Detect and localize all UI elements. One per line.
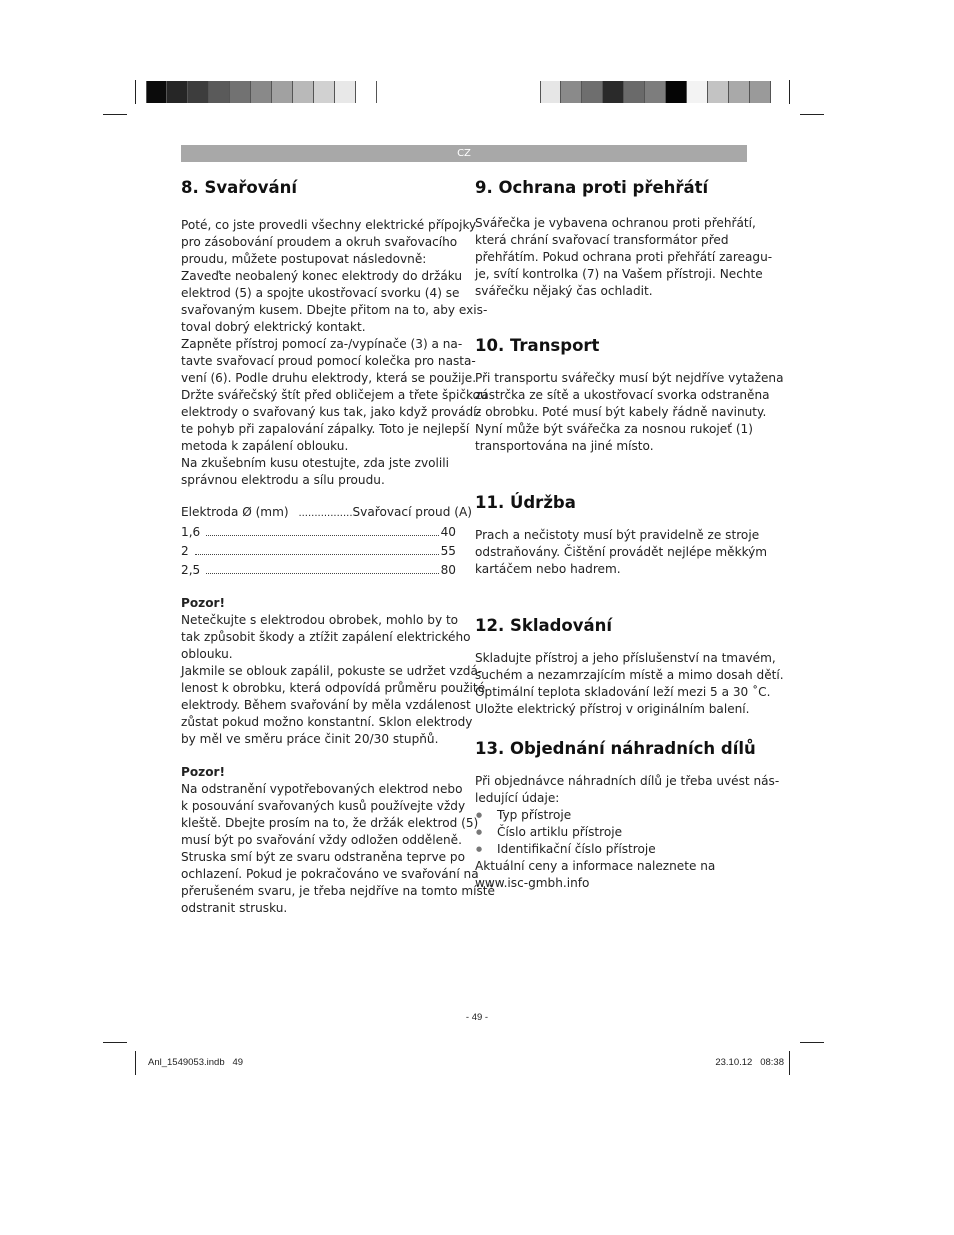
bullet-item: ● Typ přístroje (475, 807, 750, 824)
text-line: přehřátím. Pokud ochrana proti přehřátí zareagu- (475, 250, 773, 264)
table-row (181, 523, 456, 542)
color-swatch (230, 81, 251, 103)
text-line: ochlazení. Pokud je pokračováno ve svařování na (181, 867, 479, 881)
text-line: transportována na jiné místo. (475, 439, 654, 453)
table-row (181, 561, 456, 580)
text-line: Optimální teplota skladování leží mezi 5 a 30 ˚C. (475, 685, 771, 699)
color-swatch (293, 81, 314, 103)
text-line: Jakmile se oblouk zapálil, pokuste se udržet vzdá- (181, 664, 483, 678)
text-line: Struska smí být ze svaru odstraněna teprve po (181, 850, 465, 864)
text-line: oblouku. (181, 647, 233, 661)
text-line: svářečku nějaký čas ochladit. (475, 284, 653, 298)
text-line: Zaveďte neobalený konec elektrody do držáku (181, 269, 463, 283)
table-header-dots: ................. (298, 508, 353, 519)
text-line: Netečkujte s elektrodou obrobek, mohlo by to (181, 613, 459, 627)
text-line: Zapněte přístroj pomocí za-/vypínače (3) a na- (181, 337, 463, 351)
text-line: svařovaným kusem. Dbejte přitom na to, aby exis- (181, 303, 488, 317)
color-swatch (645, 81, 666, 103)
color-swatch (314, 81, 335, 103)
color-swatch (624, 81, 645, 103)
text-line: odstraňovány. Čištění provádět nejlépe měkkým (475, 545, 768, 559)
text-line: ledující údaje: (475, 791, 560, 805)
text-line: Prach a nečistoty musí být pravidelně ze stroje (475, 528, 760, 542)
color-swatch (540, 81, 561, 103)
text-line: Uložte elektrický přístroj v originálním balení. (475, 702, 750, 716)
text-line: kartáčem nebo hadrem. (475, 562, 621, 576)
text-line: Svářečka je vybavena ochranou proti přehřátí, (475, 216, 756, 230)
text-line: Poté, co jste provedli všechny elektrické přípojky (181, 218, 477, 232)
section-13-title: 13. Objednání náhradních dílů (475, 739, 756, 758)
welding-current: 80 (440, 563, 456, 577)
text-line: www.isc-gmbh.info (475, 876, 590, 890)
welding-current: 55 (440, 544, 456, 558)
color-swatch (209, 81, 230, 103)
warning-label: Pozor! (181, 596, 225, 610)
text-line: tak způsobit škody a ztížit zapálení elektrického (181, 630, 471, 644)
text-line: Aktuální ceny a informace naleznete na (475, 859, 716, 873)
text-line: kleště. Dbejte prosím na to, že držák elektrod (5) (181, 816, 479, 830)
dot-leader (195, 553, 439, 555)
crop-mark (800, 114, 824, 115)
table-row (181, 542, 456, 561)
text-line: Na zkušebním kusu otestujte, zda jste zvolili (181, 456, 449, 470)
color-bar-left (146, 81, 377, 103)
color-bar-right (540, 81, 771, 103)
color-swatch (603, 81, 624, 103)
text-line: te pohyb při zapalování zápalky. Toto je nejlepší (181, 422, 470, 436)
page-number: - 49 - (465, 1012, 489, 1023)
welding-current: 40 (440, 525, 456, 539)
text-line: přerušeném svaru, je třeba nejdříve na tomto místě (181, 884, 495, 898)
section-12-title: 12. Skladování (475, 616, 613, 635)
crop-mark (103, 1042, 127, 1043)
color-swatch (272, 81, 293, 103)
section-13-body (475, 773, 780, 892)
text-line: Na odstranění vypotřebovaných elektrod nebo (181, 782, 463, 796)
warning-label: Pozor! (181, 765, 225, 779)
color-swatch (666, 81, 687, 103)
section-10-body (475, 370, 784, 455)
section-9-body (475, 215, 773, 300)
text-line: Skladujte přístroj a jeho příslušenství na tmavém, (475, 651, 776, 665)
text-line: vení (6). Podle druhu elektrody, která se použije. (181, 371, 477, 385)
section-11-body (475, 527, 768, 578)
color-swatch (335, 81, 356, 103)
text-line: Nyní může být svářečka za nosnou rukojeť (1) (475, 422, 753, 436)
text-line: zůstat pokud možno konstantní. Sklon elektrody (181, 715, 473, 729)
table-header-diameter: Elektroda Ø (mm) (181, 505, 289, 519)
crop-mark (800, 1042, 824, 1043)
section-10-title: 10. Transport (475, 336, 600, 355)
section-10 (475, 336, 784, 455)
text-line: suchém a nezamrzajícím místě a mimo dosah dětí. (475, 668, 784, 682)
text-line: elektrod (5) a spojte ukostřovací svorku (4) se (181, 286, 460, 300)
section-13 (475, 739, 780, 892)
text-line: pro zásobování proudem a okruh svařovacího (181, 235, 458, 249)
text-line: k posouvání svařovaných kusů používejte vždy (181, 799, 466, 813)
bullet-item: ● Identifikační číslo přístroje (475, 841, 750, 858)
color-swatch (251, 81, 272, 103)
warning-block-1 (181, 595, 486, 748)
color-swatch (708, 81, 729, 103)
color-swatch (188, 81, 209, 103)
right-column (475, 178, 773, 300)
text-line: z obrobku. Poté musí být kabely řádně navinuty. (475, 405, 767, 419)
color-swatch (687, 81, 708, 103)
dot-leader (206, 572, 438, 574)
crop-mark (135, 80, 136, 104)
electrode-table (181, 504, 472, 580)
section-9-title: 9. Ochrana proti přehřátí (475, 178, 709, 197)
color-swatch (561, 81, 582, 103)
color-swatch (729, 81, 750, 103)
text-line: musí být po svařování vždy odložen odděleně. (181, 833, 462, 847)
table-header-current: Svařovací proud (A) (352, 505, 472, 519)
file-name: Anl_1549053.indb 49 (148, 1057, 244, 1068)
crop-mark (103, 114, 127, 115)
left-column (181, 178, 495, 917)
text-line: lenost k obrobku, která odpovídá průměru použité (181, 681, 486, 695)
text-line: je, svítí kontrolka (7) na Vašem přístroji. Nechte (475, 267, 763, 281)
color-swatch (146, 81, 167, 103)
warning-block-2 (181, 764, 495, 917)
text-line: tavte svařovací proud pomocí kolečka pro nasta- (181, 354, 476, 368)
crop-mark (789, 80, 790, 104)
text-line: Při transportu svářečky musí být nejdříve vytažena (475, 371, 784, 385)
section-12-body (475, 650, 784, 718)
electrode-diameter: 2,5 (181, 563, 201, 577)
text-line: by měl ve směru práce činit 20/30 stupňů. (181, 732, 439, 746)
text-line: metoda k zapálení oblouku. (181, 439, 349, 453)
color-swatch (356, 81, 377, 103)
text-line: elektrody. Během svařování by měla vzdálenost (181, 698, 471, 712)
electrode-table-header (181, 504, 472, 522)
language-bar (181, 145, 747, 162)
text-line: zástrčka ze sítě a ukostřovací svorka odstraněna (475, 388, 770, 402)
text-line: elektrody o svařovaný kus tak, jako když provádí- (181, 405, 481, 419)
bullet-item: ● Číslo artiklu přístroje (475, 824, 750, 841)
color-swatch (167, 81, 188, 103)
text-line: Držte svářečský štít před obličejem a třete špičkou (181, 388, 488, 402)
text-line: Při objednávce náhradních dílů je třeba uvést nás- (475, 774, 780, 788)
crop-mark (135, 1051, 136, 1075)
language-code: CZ (457, 148, 471, 159)
section-11 (475, 493, 768, 578)
dot-leader (206, 534, 438, 536)
text-line: která chrání svařovací transformátor před (475, 233, 729, 247)
section-8-body (181, 217, 488, 489)
section-11-title: 11. Údržba (475, 493, 576, 512)
text-line: proudu, můžete postupovat následovně: (181, 252, 427, 266)
color-swatch (582, 81, 603, 103)
color-swatch (750, 81, 771, 103)
text-line: správnou elektrodu a sílu proudu. (181, 473, 385, 487)
section-8-title: 8. Svařování (181, 178, 298, 197)
text-line: odstranit strusku. (181, 901, 288, 915)
crop-mark (789, 1051, 790, 1075)
electrode-diameter: 1,6 (181, 525, 201, 539)
text-line: toval dobrý elektrický kontakt. (181, 320, 366, 334)
electrode-diameter: 2 (181, 544, 189, 558)
section-12 (475, 616, 784, 718)
date-time: 23.10.12 08:38 (715, 1057, 784, 1068)
